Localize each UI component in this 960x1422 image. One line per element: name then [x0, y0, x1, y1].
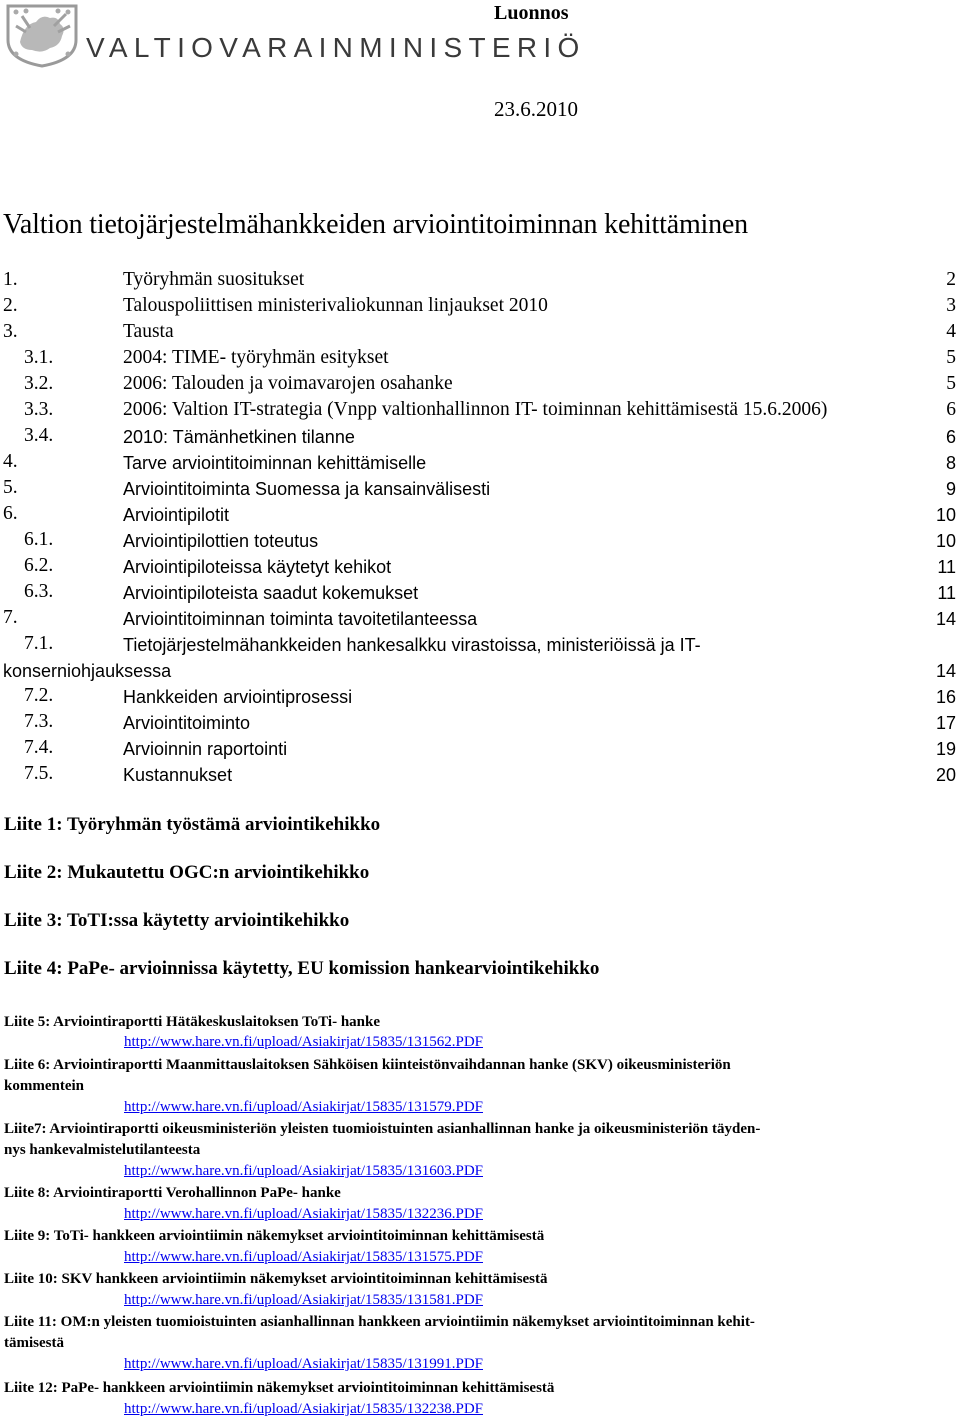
appendix-item-continued: tämisestä [4, 1335, 64, 1351]
toc-entry[interactable] [0, 607, 960, 633]
toc-entry-page: 20 [935, 765, 956, 785]
toc-entry-title-continued: konserniohjauksessa [3, 661, 172, 681]
toc-entry-title: 2006: Valtion IT-strategia (Vnpp valtionhallinnon IT- toiminnan kehittämisestä 15.6.2006) [123, 399, 828, 420]
toc-entry[interactable] [0, 529, 960, 555]
toc-entry[interactable] [0, 269, 960, 295]
appendix-link[interactable]: http://www.hare.vn.fi/upload/Asiakirjat/15835/131579.PDF [124, 1099, 483, 1115]
toc-entry-page: 3 [946, 295, 956, 316]
toc-entry[interactable] [0, 321, 960, 347]
toc-entry-number: 6.2. [24, 555, 54, 576]
toc-entry-number: 7.3. [24, 711, 54, 732]
toc-entry-page: 10 [935, 505, 956, 525]
toc-entry[interactable] [0, 555, 960, 581]
toc-entry-number: 5. [3, 477, 18, 498]
appendix-item: Liite 8: Arviointiraportti Verohallinnon PaPe- hanke [4, 1185, 341, 1201]
appendix-link[interactable]: http://www.hare.vn.fi/upload/Asiakirjat/15835/132238.PDF [124, 1401, 483, 1417]
toc-entry[interactable] [0, 737, 960, 763]
toc-entry[interactable] [0, 685, 960, 711]
toc-entry[interactable] [0, 347, 960, 373]
toc-entry-title: 2006: Talouden ja voimavarojen osahanke [123, 373, 453, 394]
toc-entry-number: 3. [3, 321, 18, 342]
toc-entry-page: 10 [935, 531, 956, 551]
toc-entry-title: Tausta [123, 321, 174, 342]
toc-entry-title: Arviointipiloteista saadut kokemukset [123, 583, 419, 603]
toc-entry-title: 2004: TIME- työryhmän esitykset [123, 347, 389, 368]
appendix-item: Liite 10: SKV hankkeen arviointiimin näkemykset arviointitoiminnan kehittämisestä [4, 1271, 548, 1287]
appendix-item: Liite 9: ToTi- hankkeen arviointiimin näkemykset arviointitoiminnan kehittämisestä [4, 1228, 545, 1244]
toc-entry-number: 7.2. [24, 685, 54, 706]
toc-entry-page: 14 [935, 609, 956, 629]
toc-entry-number: 3.3. [24, 399, 54, 420]
toc-entry-number: 3.4. [24, 425, 54, 446]
toc-entry[interactable] [0, 399, 960, 425]
toc-entry-number: 6.3. [24, 581, 54, 602]
toc-entry-number: 3.2. [24, 373, 54, 394]
toc-entry[interactable] [0, 295, 960, 321]
toc-entry-title: Arviointipiloteissa käytetyt kehikot [123, 557, 392, 577]
ministry-name: VALTIOVARAINMINISTERIÖ [86, 32, 586, 63]
toc-entry[interactable] [0, 763, 960, 789]
appendix-heading: Liite 1: Työryhmän työstämä arviointikehikko [4, 814, 381, 835]
appendix-link[interactable]: http://www.hare.vn.fi/upload/Asiakirjat/15835/131562.PDF [124, 1034, 483, 1050]
appendix-item: Liite 6: Arviointiraportti Maanmittauslaitoksen Sähköisen kiinteistönvaihdannan hanke (SKV) oikeusministeriön [4, 1057, 731, 1073]
toc-entry[interactable] [0, 633, 960, 681]
toc-entry-title: Arviointitoiminta Suomessa ja kansainvälisesti [123, 479, 491, 499]
toc-entry-number: 4. [3, 451, 18, 472]
toc-entry-page: 5 [946, 347, 956, 368]
toc-entry[interactable] [0, 711, 960, 737]
toc-entry-page: 19 [935, 739, 956, 759]
toc-entry-title: Talouspoliittisen ministerivaliokunnan linjaukset 2010 [123, 295, 548, 316]
toc-entry-page: 5 [946, 373, 956, 394]
toc-entry-number: 7.5. [24, 763, 54, 784]
toc-entry-page: 11 [937, 557, 956, 577]
toc-entry-page: 16 [935, 687, 956, 707]
toc-entry-number: 3.1. [24, 347, 54, 368]
toc-entry-title: Kustannukset [123, 765, 233, 785]
toc-entry-page: 6 [945, 427, 956, 447]
appendix-item: Liite 5: Arviointiraportti Hätäkeskuslaitoksen ToTi- hanke [4, 1014, 381, 1030]
toc-entry[interactable] [0, 373, 960, 399]
toc-entry[interactable] [0, 477, 960, 503]
appendix-item-continued: kommentein [4, 1078, 84, 1094]
toc-entry-title: Tietojärjestelmähankkeiden hankesalkku virastoissa, ministeriöissä ja IT- [123, 635, 701, 655]
toc-entry-number: 7. [3, 607, 18, 628]
toc-entry-page: 17 [935, 713, 956, 733]
appendix-item-continued: nys hankevalmistelutilanteesta [4, 1142, 201, 1158]
toc-entry-page: 8 [945, 453, 956, 473]
toc-entry-title: Arviointitoiminto [123, 713, 251, 733]
toc-entry[interactable] [0, 503, 960, 529]
draft-label: Luonnos [494, 2, 569, 24]
appendix-link[interactable]: http://www.hare.vn.fi/upload/Asiakirjat/15835/132236.PDF [124, 1206, 483, 1222]
appendix-link[interactable]: http://www.hare.vn.fi/upload/Asiakirjat/15835/131603.PDF [124, 1163, 483, 1179]
toc-entry-page: 9 [945, 479, 956, 499]
toc-entry-title: Arvioinnin raportointi [123, 739, 288, 759]
appendix-heading: Liite 3: ToTI:ssa käytetty arviointikehikko [4, 910, 350, 931]
appendix-heading: Liite 2: Mukautettu OGC:n arviointikehikko [4, 862, 370, 883]
toc-entry[interactable] [0, 451, 960, 477]
toc-entry-title: Arviointipilotit [123, 505, 230, 525]
appendix-link[interactable]: http://www.hare.vn.fi/upload/Asiakirjat/15835/131575.PDF [124, 1249, 483, 1265]
toc-entry-title: 2010: Tämänhetkinen tilanne [123, 427, 355, 447]
toc-entry-page: 11 [937, 583, 956, 603]
document-title: Valtion tietojärjestelmähankkeiden arviointitoiminnan kehittäminen [3, 209, 748, 240]
appendix-heading: Liite 4: PaPe- arvioinnissa käytetty, EU komission hankearviointikehikko [4, 958, 600, 979]
toc-entry-number: 7.4. [24, 737, 54, 758]
toc-entry-title: Tarve arviointitoiminnan kehittämiselle [123, 453, 427, 473]
toc-entry-number: 6. [3, 503, 18, 524]
toc-entry-page: 4 [946, 321, 956, 342]
toc-entry-number: 7.1. [24, 633, 54, 654]
document-date: 23.6.2010 [494, 97, 578, 121]
toc-entry-title: Hankkeiden arviointiprosessi [123, 687, 353, 707]
appendix-link[interactable]: http://www.hare.vn.fi/upload/Asiakirjat/15835/131581.PDF [124, 1292, 483, 1308]
appendix-item: Liite 11: OM:n yleisten tuomioistuinten asianhallinnan hankkeen arviointiimin näkemykset arviointitoiminnan kehit- [4, 1314, 755, 1330]
toc-entry-title: Työryhmän suositukset [123, 269, 305, 290]
toc-entry-page: 14 [935, 661, 956, 681]
toc-entry-title: Arviointipilottien toteutus [123, 531, 319, 551]
toc-entry[interactable] [0, 581, 960, 607]
appendix-item: Liite7: Arviointiraportti oikeusministeriön yleisten tuomioistuinten asianhallinnan hanke ja oikeusministeriön täyden- [4, 1121, 761, 1137]
toc-entry-number: 2. [3, 295, 18, 316]
toc-entry-title: Arviointitoiminnan toiminta tavoitetilanteessa [123, 609, 478, 629]
toc-entry-number: 6.1. [24, 529, 54, 550]
appendix-item: Liite 12: PaPe- hankkeen arviointiimin näkemykset arviointitoiminnan kehittämisestä [4, 1380, 555, 1396]
appendix-link[interactable]: http://www.hare.vn.fi/upload/Asiakirjat/15835/131991.PDF [124, 1356, 483, 1372]
toc-entry[interactable] [0, 425, 960, 451]
toc-entry-page: 6 [946, 399, 956, 420]
lion-emblem-icon [2, 2, 82, 68]
toc-entry-number: 1. [3, 269, 18, 290]
toc-entry-page: 2 [946, 269, 956, 290]
